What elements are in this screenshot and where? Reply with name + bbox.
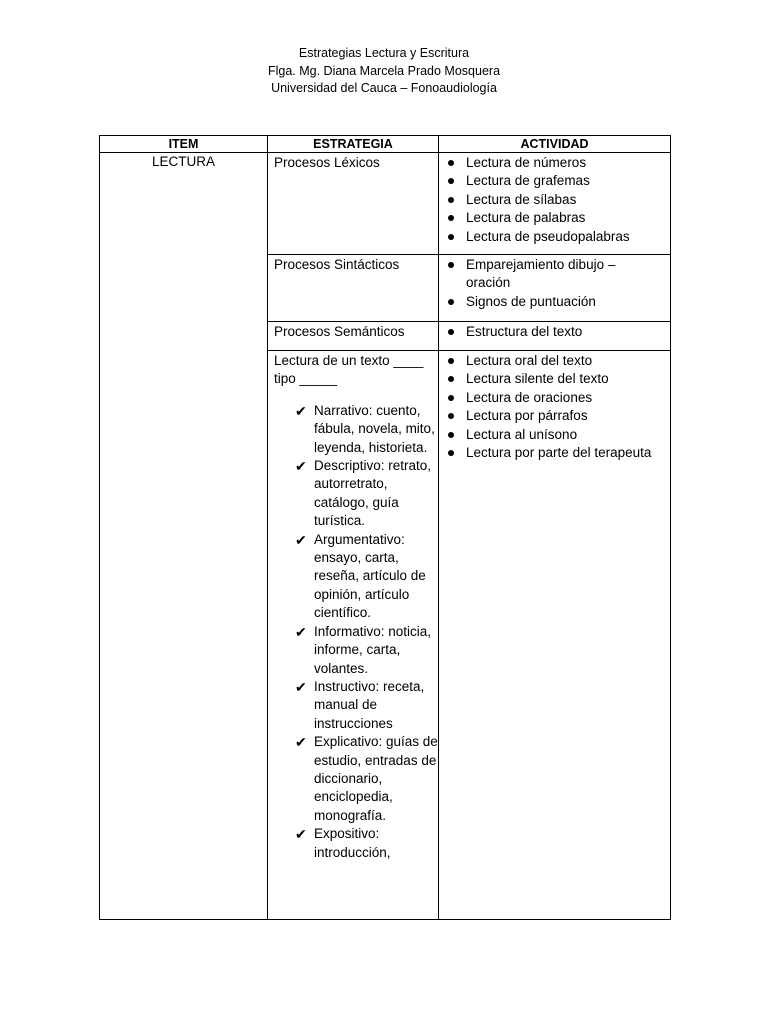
header-title: Estrategias Lectura y Escritura <box>298 46 470 60</box>
item-cell <box>100 153 268 920</box>
list-item: Lectura de grafemas <box>445 172 666 190</box>
list-item: Lectura oral del texto <box>445 352 666 370</box>
header-actividad: ACTIVIDAD <box>439 136 671 153</box>
estrategia-text: Lectura de un texto ____ tipo _____ <box>274 353 424 387</box>
estrategia-text: Procesos Semánticos <box>274 324 405 339</box>
list-item <box>293 531 438 623</box>
text-type-label: Explicativo: guías de estudio, entradas de diccionario, enciclopedia, monografía. <box>314 734 438 823</box>
actividad-cell <box>439 322 671 351</box>
list-item: Lectura de palabras <box>445 209 666 227</box>
estrategia-text: Procesos Léxicos <box>274 155 380 170</box>
check-icon: ✔ <box>295 734 307 751</box>
actividad-list <box>439 322 670 341</box>
document-header <box>0 45 768 98</box>
table-row <box>100 153 671 255</box>
list-item: Estructura del texto <box>445 323 666 341</box>
table-header-row <box>100 136 671 153</box>
list-item <box>293 733 438 825</box>
list-item: Lectura al unísono <box>445 426 666 444</box>
estrategia-cell <box>268 153 439 255</box>
actividad-list <box>439 255 670 311</box>
actividad-list <box>439 351 670 462</box>
estrategia-cell <box>268 255 439 322</box>
list-item <box>293 457 438 531</box>
actividad-cell <box>439 351 671 920</box>
list-item: Emparejamiento dibujo –oración <box>445 256 666 293</box>
strategies-table <box>99 135 671 920</box>
estrategia-cell <box>268 322 439 351</box>
check-icon: ✔ <box>295 402 307 419</box>
header-item: ITEM <box>100 136 268 153</box>
actividad-cell <box>439 255 671 322</box>
list-item <box>293 678 438 733</box>
list-item <box>293 402 438 457</box>
text-type-label: Narrativo: cuento, fábula, novela, mito, leyenda, historieta. <box>314 402 435 455</box>
check-icon: ✔ <box>295 531 307 548</box>
list-item: Lectura por párrafos <box>445 407 666 425</box>
text-type-label: Expositivo: introducción, <box>314 826 391 860</box>
item-label: LECTURA <box>151 154 215 169</box>
text-type-label: Informativo: noticia, informe, carta, volantes. <box>314 623 432 676</box>
list-item: Lectura de números <box>445 154 666 172</box>
list-item: Lectura de sílabas <box>445 191 666 209</box>
estrategia-cell <box>268 351 439 920</box>
estrategia-text: Procesos Sintácticos <box>274 257 400 272</box>
header-author: Flga. Mg. Diana Marcela Prado Mosquera <box>267 63 501 78</box>
text-type-list <box>268 402 438 862</box>
list-item <box>293 825 438 862</box>
list-item: Signos de puntuación <box>445 293 666 311</box>
check-icon: ✔ <box>295 623 307 640</box>
list-item <box>293 623 438 678</box>
check-icon: ✔ <box>295 458 307 475</box>
header-institution: Universidad del Cauca – Fonoaudiología <box>271 81 497 95</box>
list-item: Lectura de oraciones <box>445 389 666 407</box>
check-icon: ✔ <box>295 678 307 695</box>
header-estrategia: ESTRATEGIA <box>268 136 439 153</box>
text-type-label: Descriptivo: retrato, autorretrato, catálogo, guía turística. <box>314 458 432 529</box>
list-item: Lectura de pseudopalabras <box>445 228 666 246</box>
text-type-label: Argumentativo: ensayo, carta, reseña, artículo de opinión, artículo científico. <box>314 531 426 621</box>
check-icon: ✔ <box>295 826 307 843</box>
text-type-label: Instructivo: receta, manual de instrucciones <box>314 678 425 731</box>
actividad-list <box>439 153 670 246</box>
list-item: Lectura por parte del terapeuta <box>445 444 666 462</box>
list-item: Lectura silente del texto <box>445 370 666 388</box>
actividad-cell <box>439 153 671 255</box>
